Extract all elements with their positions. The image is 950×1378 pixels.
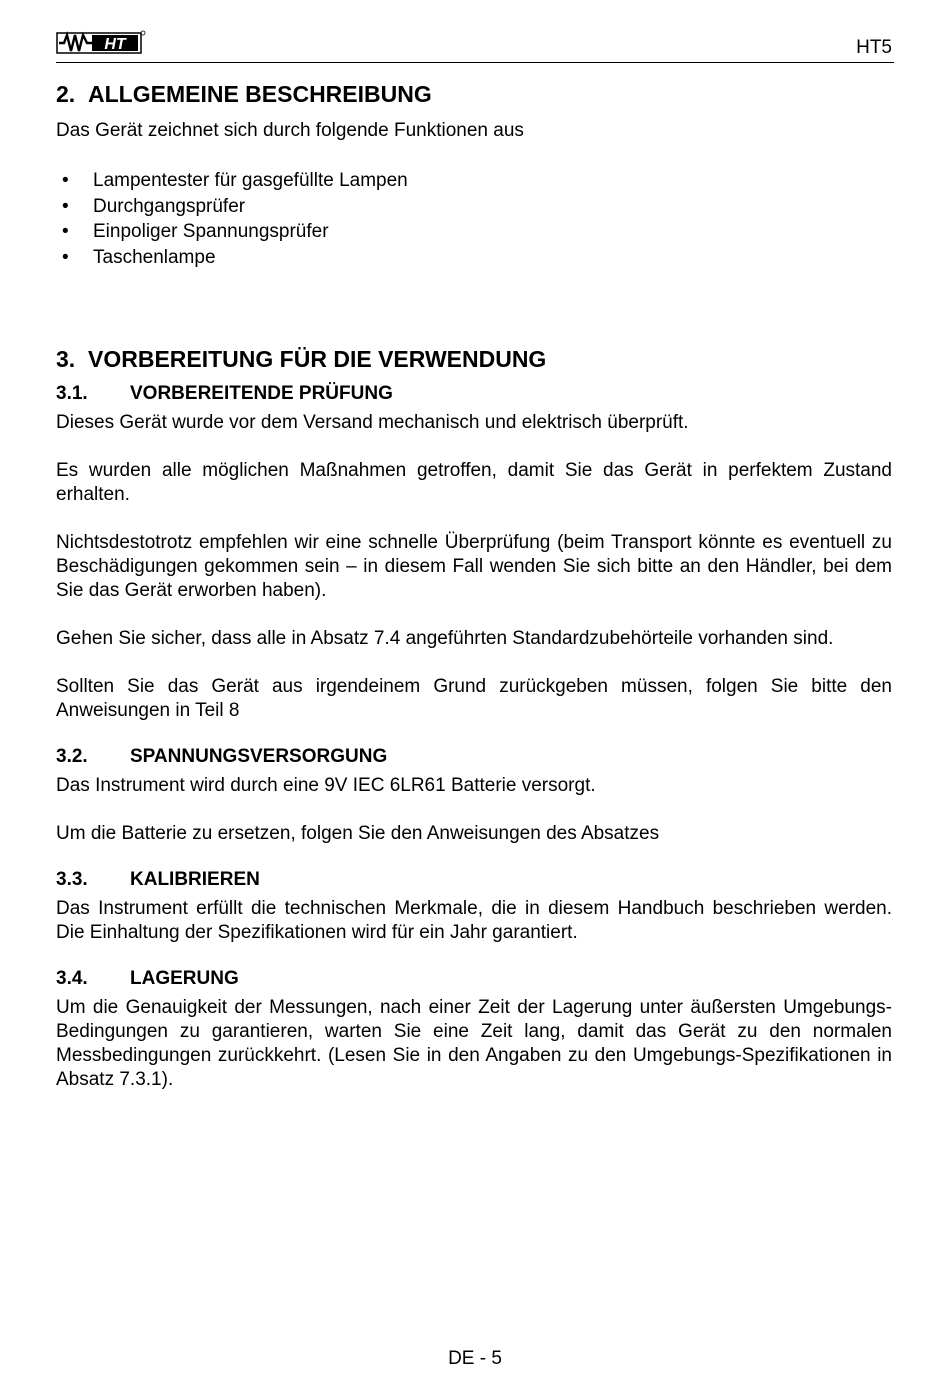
page-header — [56, 26, 894, 63]
ht-logo — [56, 28, 146, 56]
paragraph: Um die Genauigkeit der Messungen, nach einer Zeit der Lagerung unter äußersten Umgebungs-Bedingungen zu garantieren, warten Sie eine Zeit lang, damit das Gerät zu den normalen Messbedingungen zurückkehrt. (Lesen Sie in den Angaben zu den Umgebungs-Spezifikationen in Absatz 7.3.1). — [56, 997, 892, 1090]
page-content — [56, 79, 892, 1092]
section-2-intro: Das Gerät zeichnet sich durch folgende Funktionen aus — [56, 120, 524, 141]
list-item: • Durchgangsprüfer — [56, 194, 892, 220]
page-number: DE - 5 — [448, 1348, 502, 1369]
section-3-heading: 3. VORBEREITUNG FÜR DIE VERWENDUNG — [56, 346, 547, 372]
model-label: HT5 — [856, 37, 892, 58]
paragraph: Es wurden alle möglichen Maßnahmen getroffen, damit Sie das Gerät in perfektem Zustand erhalten. — [56, 460, 892, 505]
svg-text:HT: HT — [104, 36, 126, 53]
paragraph: Dieses Gerät wurde vor dem Versand mechanisch und elektrisch überprüft. — [56, 412, 689, 433]
paragraph: Sollten Sie das Gerät aus irgendeinem Grund zurückgeben müssen, folgen Sie bitte den Anweisungen in Teil 8 — [56, 676, 892, 721]
list-item: • Einpoliger Spannungsprüfer — [56, 219, 892, 245]
function-list — [56, 168, 892, 270]
section-3-1-heading: 3.1. VORBEREITENDE PRÜFUNG — [56, 383, 393, 404]
section-3-4-heading: 3.4. LAGERUNG — [56, 968, 239, 989]
paragraph: Gehen Sie sicher, dass alle in Absatz 7.4 angeführten Standardzubehörteile vorhanden sind. — [56, 628, 834, 649]
section-3-2-heading: 3.2. SPANNUNGSVERSORGUNG — [56, 746, 388, 767]
list-item: • Taschenlampe — [56, 245, 892, 271]
paragraph: Das Instrument erfüllt die technischen Merkmale, die in diesem Handbuch beschrieben werden. Die Einhaltung der Spezifikationen wird für ein Jahr garantiert. — [56, 898, 892, 943]
paragraph: Das Instrument wird durch eine 9V IEC 6LR61 Batterie versorgt. — [56, 775, 596, 796]
list-item: • Lampentester für gasgefüllte Lampen — [56, 168, 892, 194]
paragraph: Um die Batterie zu ersetzen, folgen Sie den Anweisungen des Absatzes — [56, 823, 660, 844]
section-2-heading: 2. ALLGEMEINE BESCHREIBUNG — [56, 81, 432, 107]
section-3-3-heading: 3.3. KALIBRIEREN — [56, 869, 260, 890]
paragraph: Nichtsdestotrotz empfehlen wir eine schnelle Überprüfung (beim Transport könnte es eventuell zu Beschädigungen gekommen sein – in diesem Fall wenden Sie sich bitte an den Händler, bei dem Sie das Gerät erworben haben). — [56, 532, 892, 601]
